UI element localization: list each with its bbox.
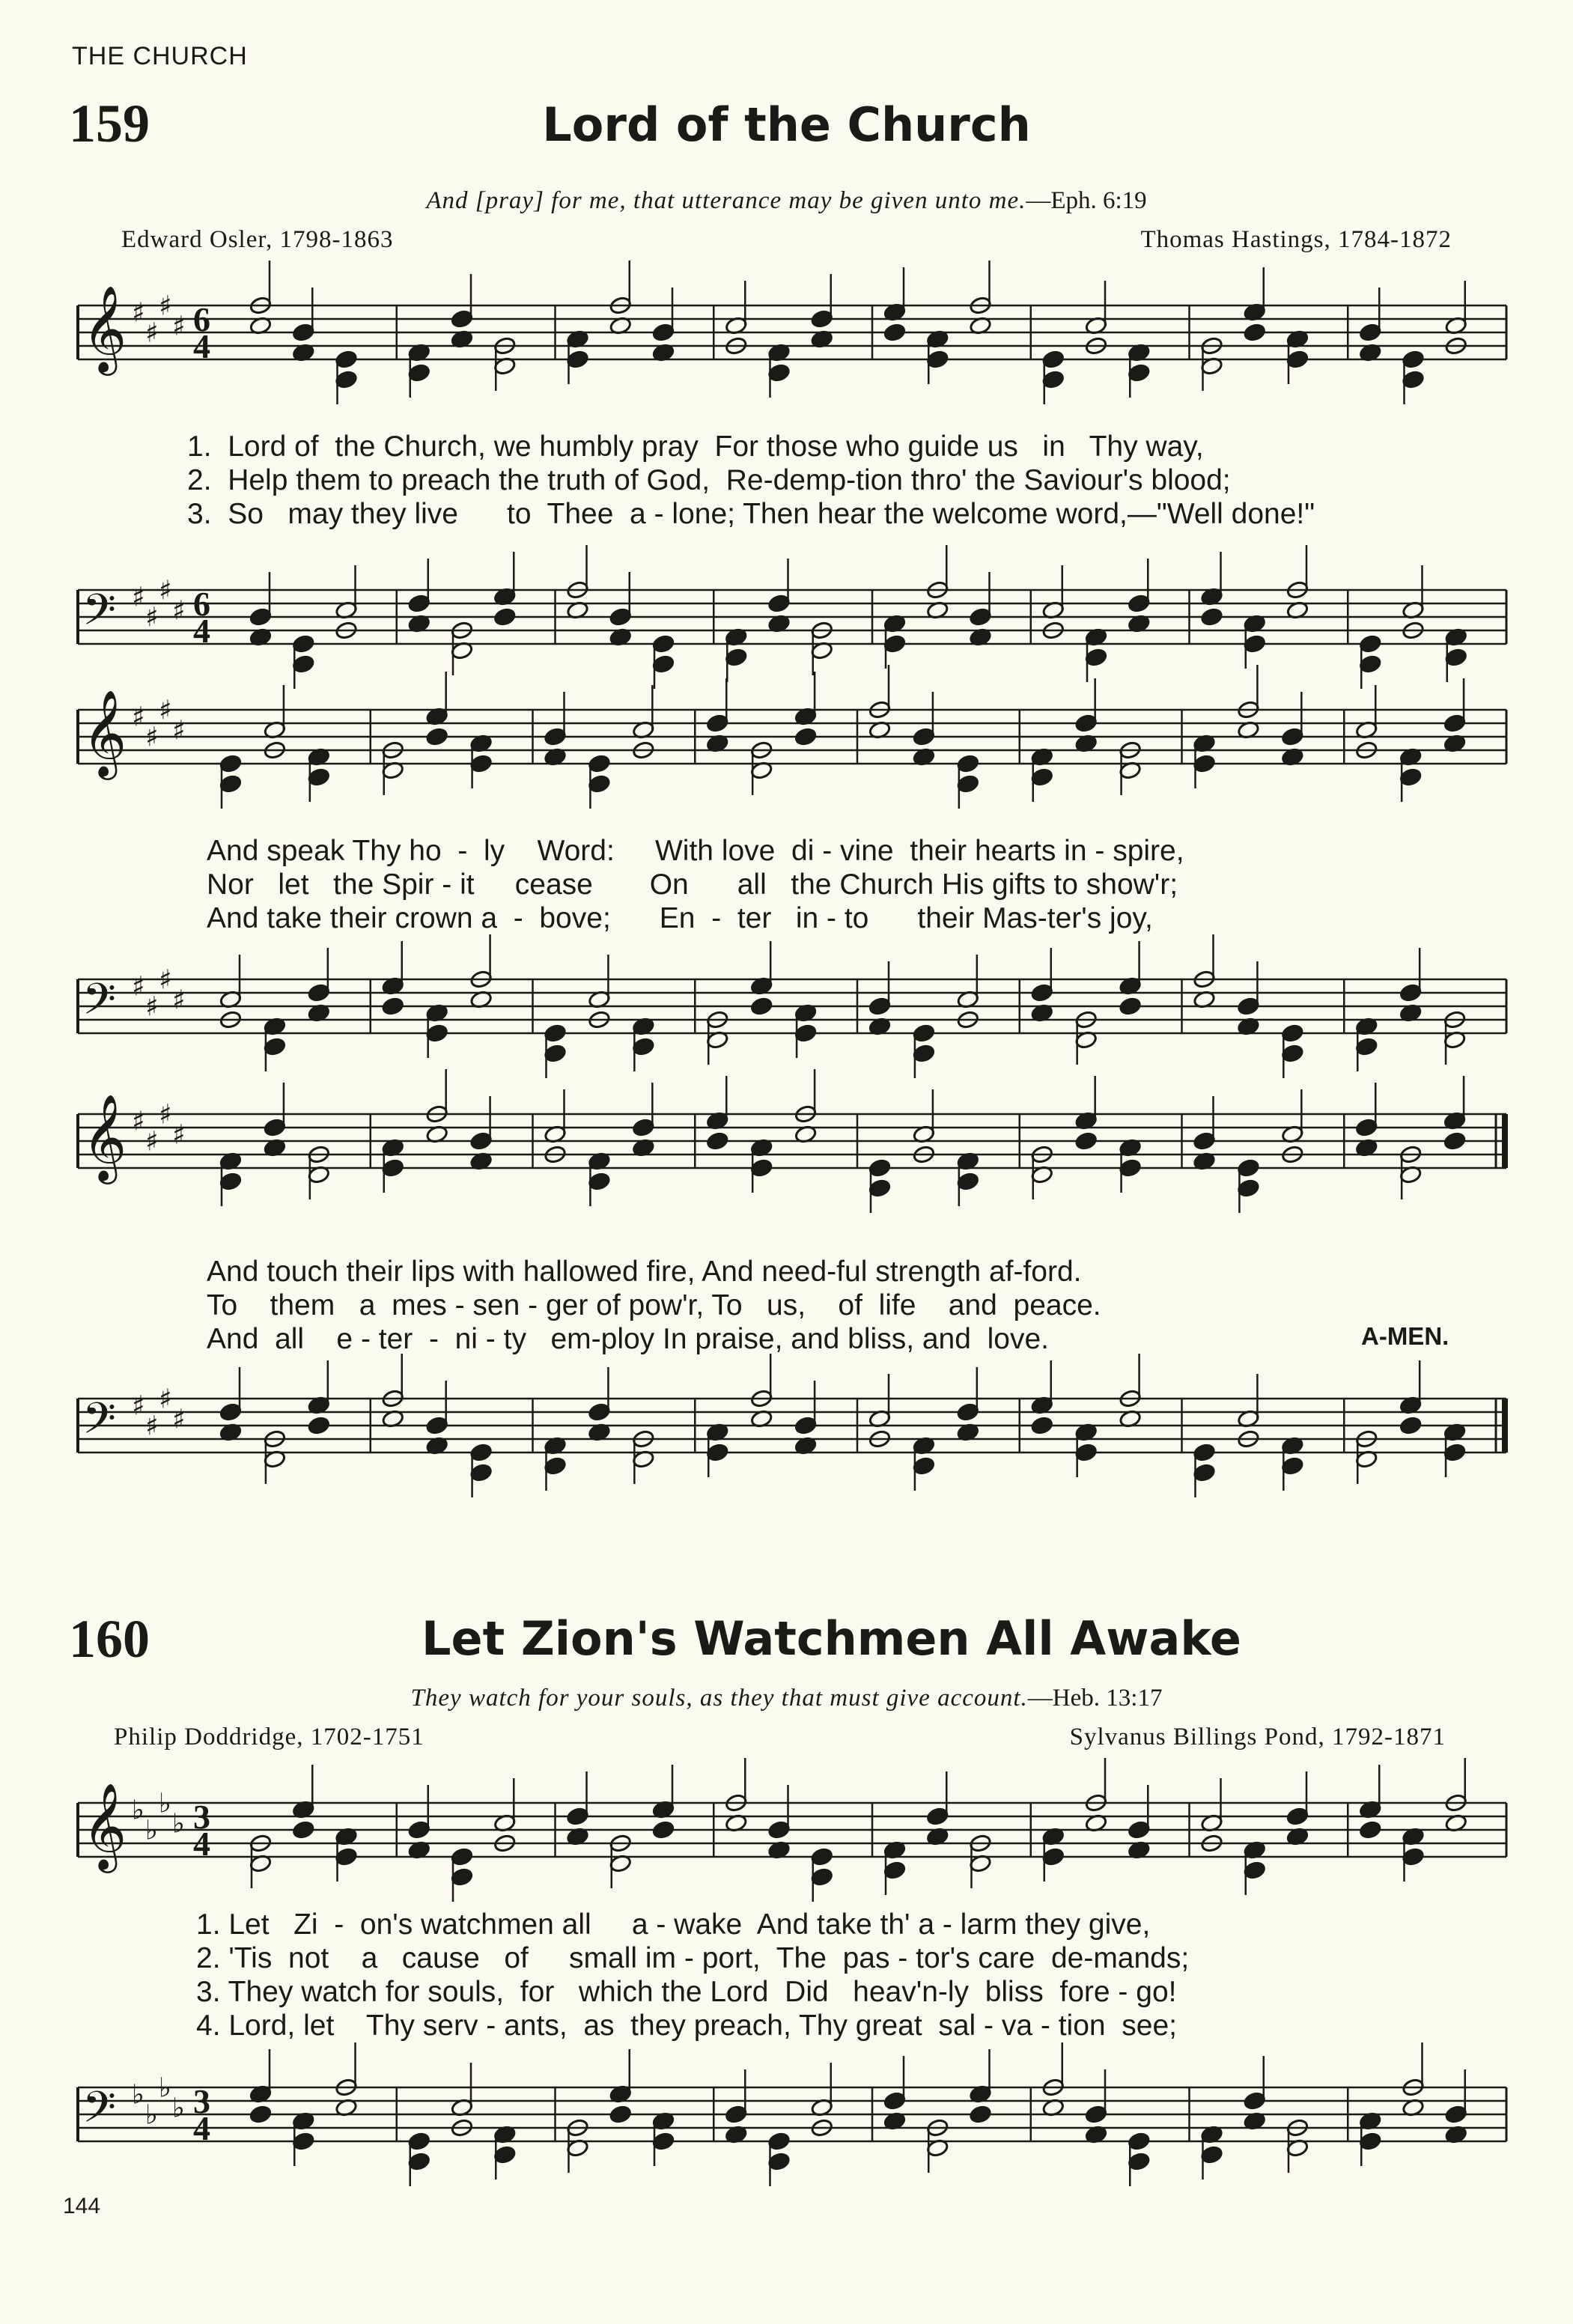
treble-staff [0, 1093, 1573, 1243]
svg-text:4: 4 [193, 612, 210, 651]
svg-text:𝄞: 𝄞 [82, 1092, 127, 1181]
svg-text:♯: ♯ [159, 964, 172, 996]
tune-composer: Sylvanus Billings Pond, 1792-1871 [1069, 1724, 1446, 1750]
svg-text:♯: ♯ [159, 575, 172, 606]
lyric-line: 1. Lord of the Church, we humbly pray For those who guide us in Thy way, [187, 431, 1204, 463]
lyric-line: 2. 'Tis not a cause of small im - port, The pas - tor's care de-mands; [196, 1942, 1190, 1974]
page-number: 144 [63, 2194, 101, 2218]
lyric-line: 1. Let Zi - on's watchmen all a - wake And take th' a - larm they give, [196, 1908, 1151, 1941]
scripture-epigraph [0, 1685, 1573, 1712]
text-author: Edward Osler, 1798-1863 [121, 226, 394, 253]
lyric-line: And all e - ter - ni - ty em-ploy In praise, and bliss, and love. [207, 1323, 1049, 1355]
lyric-line: 3. So may they live to Thee a - lone; Then hear the welcome word,—"Well done!" [187, 498, 1315, 530]
section-header: THE CHURCH [72, 42, 248, 70]
hymn-title: Let Zion's Watchmen All Awake [422, 1611, 1241, 1666]
bass-staff [0, 2066, 1573, 2201]
svg-text:♯: ♯ [159, 695, 172, 726]
svg-text:𝄢: 𝄢 [82, 2081, 117, 2144]
svg-text:♯: ♯ [132, 582, 145, 613]
svg-text:3: 3 [193, 1798, 210, 1837]
svg-text:♯: ♯ [172, 595, 186, 627]
svg-text:♯: ♯ [132, 971, 145, 1003]
svg-text:𝄞: 𝄞 [82, 1781, 127, 1870]
lyric-line: And touch their lips with hallowed fire, And need-ful strength af-ford. [207, 1256, 1082, 1288]
svg-text:6: 6 [193, 585, 210, 624]
svg-text:3: 3 [193, 2082, 210, 2121]
svg-text:♯: ♯ [145, 317, 159, 349]
svg-text:4: 4 [193, 1825, 210, 1864]
svg-text:𝄢: 𝄢 [82, 584, 117, 646]
svg-text:♯: ♯ [159, 290, 172, 322]
svg-text:𝄢: 𝄢 [82, 1393, 117, 1455]
lyric-line: And take their crown a - bove; En - ter in - to their Mas-ter's joy, [207, 902, 1153, 934]
svg-text:♭: ♭ [132, 1795, 144, 1826]
verse-lyrics [207, 834, 1184, 935]
lyric-line: To them a mes - sen - ger of pow'r, To us, of life and peace. [207, 1289, 1101, 1321]
svg-text:♯: ♯ [145, 991, 159, 1023]
svg-text:𝄞: 𝄞 [82, 284, 127, 372]
svg-text:♯: ♯ [172, 715, 186, 746]
verse-lyrics [187, 430, 1315, 531]
treble-staff [0, 689, 1573, 839]
verse-lyrics [196, 1908, 1189, 2042]
scripture-epigraph [0, 187, 1573, 215]
lyric-line: 2. Help them to preach the truth of God, Re-demp-tion thro' the Saviour's blood; [187, 464, 1231, 496]
svg-text:♯: ♯ [172, 985, 186, 1016]
hymn-number: 160 [69, 1609, 150, 1669]
text-author: Philip Doddridge, 1702-1751 [114, 1724, 425, 1750]
svg-text:4: 4 [193, 2109, 210, 2148]
svg-text:4: 4 [193, 327, 210, 366]
svg-text:♯: ♯ [145, 1126, 159, 1158]
amen-label: A-MEN. [1361, 1322, 1449, 1350]
svg-text:♯: ♯ [159, 1384, 172, 1415]
treble-staff [0, 285, 1573, 434]
svg-text:♯: ♯ [159, 1099, 172, 1131]
svg-text:♯: ♯ [145, 1411, 159, 1442]
hymn-title: Lord of the Church [542, 97, 1031, 152]
svg-text:♯: ♯ [132, 1106, 145, 1137]
svg-text:♯: ♯ [132, 1390, 145, 1422]
svg-text:𝄢: 𝄢 [82, 973, 117, 1035]
hymn-number: 159 [69, 94, 150, 153]
lyric-line: 4. Lord, let Thy serv - ants, as they preach, Thy great sal - va - tion see; [196, 2010, 1177, 2042]
svg-text:♯: ♯ [172, 311, 186, 342]
svg-text:♯: ♯ [172, 1119, 186, 1151]
svg-text:♭: ♭ [159, 2072, 171, 2104]
verse-lyrics [207, 1255, 1101, 1356]
lyric-line: And speak Thy ho - ly Word: With love di - vine their hearts in - spire, [207, 835, 1184, 867]
svg-text:♯: ♯ [172, 1404, 186, 1435]
lyric-line: 3. They watch for souls, for which the Lord Did heav'n-ly bliss fore - go! [196, 1976, 1177, 2008]
svg-text:♭: ♭ [172, 1808, 185, 1840]
svg-text:♭: ♭ [145, 2099, 158, 2131]
bass-staff [0, 958, 1573, 1108]
svg-text:6: 6 [193, 300, 210, 339]
svg-text:♯: ♯ [145, 722, 159, 753]
svg-text:♭: ♭ [159, 1788, 171, 1819]
bass-staff [0, 1378, 1573, 1527]
svg-text:♭: ♭ [132, 2079, 144, 2111]
svg-text:♯: ♯ [132, 297, 145, 329]
epigraph-text: They watch for your souls, as they that must give account. [410, 1685, 1028, 1712]
lyric-line: Nor let the Spir - it cease On all the Church His gifts to show'r; [207, 869, 1178, 901]
epigraph-reference: —Heb. 13:17 [1027, 1685, 1163, 1712]
tune-composer: Thomas Hastings, 1784-1872 [1140, 226, 1452, 253]
epigraph-reference: —Eph. 6:19 [1026, 187, 1147, 214]
svg-text:♯: ♯ [145, 602, 159, 633]
epigraph-text: And [pray] for me, that utterance may be given unto me. [426, 187, 1026, 214]
svg-text:♯: ♯ [132, 702, 145, 733]
svg-text:♭: ♭ [145, 1815, 158, 1846]
svg-text:♭: ♭ [172, 2093, 185, 2124]
svg-text:𝄞: 𝄞 [82, 688, 127, 776]
